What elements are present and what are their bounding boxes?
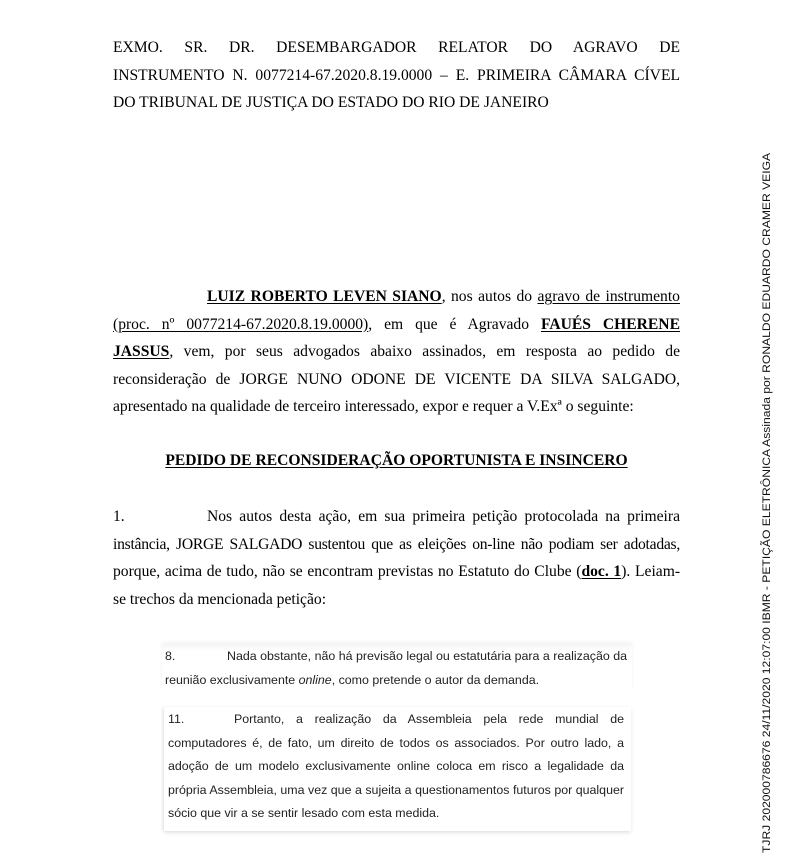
intro-text: , em que é Agravado: [368, 315, 541, 333]
quote-line: [168, 708, 624, 732]
quote-line: sócio que vir a se sentir lesado com esta medida.: [168, 806, 440, 821]
paragraph-text: Nos autos desta ação, em sua primeira petição protocolada na primeira: [207, 508, 680, 525]
paragraph-line: [113, 558, 680, 586]
addressee-line: INSTRUMENTO N. 0077214-67.2020.8.19.0000 – E. PRIMEIRA CÂMARA CÍVEL: [113, 66, 680, 84]
quote-line: própria Assembleia, uma vez que a sujeita a questionamentos futuros por qualquer: [168, 782, 624, 797]
quote-number: 8.: [165, 649, 176, 663]
quote-text: , como pretende o autor da demanda.: [331, 672, 540, 687]
quote-line: computadores é, de fato, um direito de todos os associados. Por outro lado, a: [168, 735, 624, 750]
paragraph-1: [113, 503, 680, 613]
case-reference: (proc. nº 0077214-67.2020.8.19.0000): [113, 315, 369, 333]
addressee-line: DO TRIBUNAL DE JUSTIÇA DO ESTADO DO RIO DE JANEIRO: [113, 94, 549, 111]
quote-text: Portanto, a realização da Assembleia pela rede mundial de: [234, 712, 624, 726]
intro-line: [113, 283, 680, 311]
paragraph-line: [113, 503, 680, 531]
quoted-excerpt-11: [164, 707, 631, 831]
paragraph-line: se trechos da mencionada petição:: [113, 590, 327, 608]
quote-italic: online: [298, 672, 332, 687]
quote-line: [165, 645, 627, 669]
petitioner-name: LUIZ ROBERTO LEVEN SIANO: [207, 288, 442, 305]
quote-text: Nada obstante, não há previsão legal ou estatutária para a realização da: [227, 649, 627, 663]
quote-text: reunião exclusivamente: [165, 672, 299, 687]
paragraph-text: porque, acima de tudo, não se encontram previstas no Estatuto do Clube (: [113, 563, 582, 580]
section-title: PEDIDO DE RECONSIDERAÇÃO OPORTUNISTA E INSINCERO: [165, 452, 628, 469]
intro-line: [113, 311, 680, 339]
intro-text: , vem, por seus advogados abaixo assinados, em resposta ao pedido de: [169, 343, 680, 360]
paragraph-text: ). Leiam-: [621, 563, 681, 580]
intro-line: reconsideração de JORGE NUNO ODONE DE VICENTE DA SILVA SALGADO,: [113, 370, 680, 388]
intro-line: [113, 338, 680, 366]
respondent-name-part2: JASSUS: [113, 343, 170, 360]
intro-paragraph: [113, 283, 680, 421]
document-reference: doc. 1: [581, 563, 622, 580]
paragraph-number: 1.: [113, 508, 125, 525]
quoted-excerpt-8: [162, 644, 632, 692]
intro-text: , nos autos do: [441, 288, 538, 305]
electronic-signature-stamp: TJRJ 202000786676 24/11/2020 12:07:00 IBMR - PETIÇÃO ELETRÔNICA Assinada por RONALDO EDUARDO CRAMER VEIGA: [761, 152, 773, 853]
case-type: agravo de instrumento: [537, 288, 680, 305]
quote-number: 11.: [168, 712, 185, 726]
quote-line: adoção de um modelo exclusivamente online coloca em risco a legalidade da: [168, 759, 624, 774]
paragraph-line: instância, JORGE SALGADO sustentou que as eleições on-line não podiam ser adotadas,: [113, 535, 680, 553]
respondent-name-part1: FAUÉS CHERENE: [540, 315, 680, 333]
quote-line: [165, 669, 627, 693]
addressee-block: [113, 34, 680, 117]
intro-line: apresentado na qualidade de terceiro interessado, expor e requer a V.Exª o seguinte:: [113, 398, 634, 415]
addressee-line: EXMO. SR. DR. DESEMBARGADOR RELATOR DO AGRAVO DE: [113, 39, 680, 56]
